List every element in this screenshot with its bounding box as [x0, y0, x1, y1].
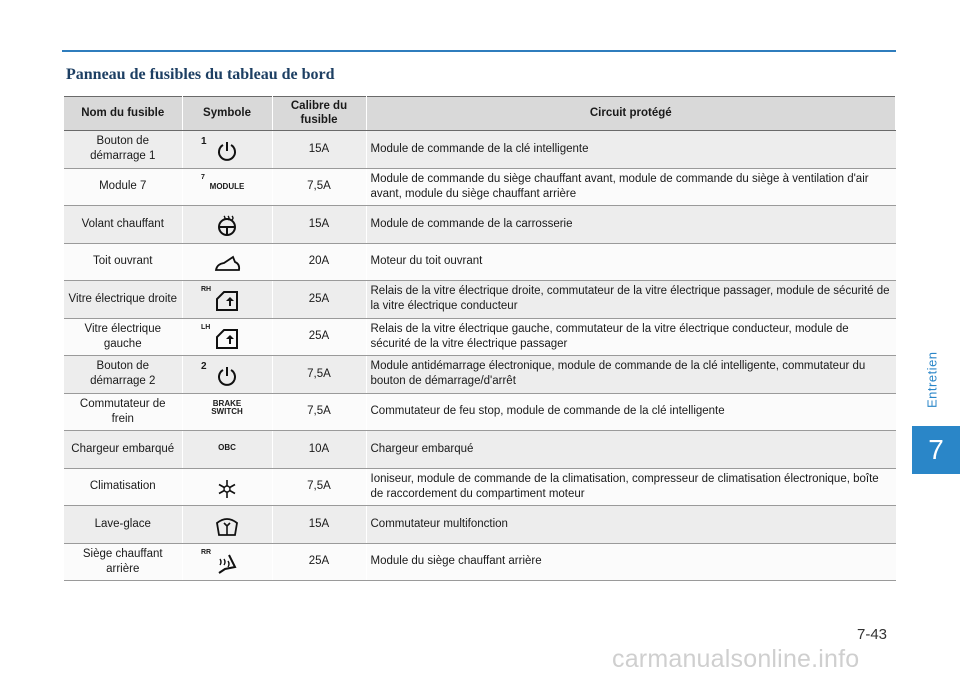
top-rule	[62, 50, 896, 52]
fuse-symbol	[182, 356, 272, 394]
fuse-name: Lave-glace	[64, 506, 182, 544]
symbol-tag: 7	[201, 173, 205, 181]
fuse-name: Toit ouvrant	[64, 243, 182, 281]
table-header-row	[64, 97, 896, 131]
obc-label	[201, 434, 253, 464]
fuse-symbol	[182, 281, 272, 319]
fuse-circuit: Relais de la vitre électrique droite, commutateur de la vitre électrique passager, module de sécurité de la vitre électrique conducteur	[366, 281, 896, 319]
fuse-symbol	[182, 431, 272, 469]
fuse-symbol	[182, 168, 272, 206]
power-window-icon	[201, 284, 253, 314]
air-conditioning-icon	[201, 472, 253, 502]
fuse-symbol	[182, 506, 272, 544]
fuse-name: Chargeur embarqué	[64, 431, 182, 469]
fuse-rating: 15A	[272, 206, 366, 244]
module-label	[201, 172, 253, 202]
fuse-rating: 25A	[272, 318, 366, 356]
header-rating: Calibre du fusible	[272, 97, 366, 131]
fuse-rating: 15A	[272, 506, 366, 544]
fuse-name: Volant chauffant	[64, 206, 182, 244]
header-fuse-name: Nom du fusible	[64, 97, 182, 131]
fuse-name: Bouton de démarrage 1	[64, 131, 182, 169]
symbol-tag: 2	[201, 361, 207, 373]
fuse-circuit: Module de commande de la carrosserie	[366, 206, 896, 244]
table-row	[64, 356, 896, 394]
symbol-tag: RR	[201, 548, 212, 556]
fuse-rating: 25A	[272, 281, 366, 319]
symbol-tag: LH	[201, 323, 211, 331]
table-row	[64, 318, 896, 356]
fuse-table	[64, 96, 896, 581]
fuse-circuit: Module antidémarrage électronique, module de commande de la clé intelligente, commutateur du bouton de démarrage/d'arrêt	[366, 356, 896, 394]
fuse-symbol	[182, 468, 272, 506]
fuse-circuit: Commutateur de feu stop, module de commande de la clé intelligente	[366, 393, 896, 431]
fuse-symbol	[182, 243, 272, 281]
fuse-rating: 7,5A	[272, 468, 366, 506]
fuse-circuit: Chargeur embarqué	[366, 431, 896, 469]
table-row	[64, 431, 896, 469]
fuse-symbol	[182, 131, 272, 169]
power-window-icon	[201, 322, 253, 352]
washer-icon	[201, 509, 253, 539]
fuse-circuit: Module de commande du siège chauffant avant, module de commande du siège à ventilation d'air avant, module du siège chauffant arrière	[366, 168, 896, 206]
symbol-text: MODULE	[209, 181, 245, 191]
table-row	[64, 468, 896, 506]
fuse-rating: 7,5A	[272, 393, 366, 431]
watermark: carmanualsonline.info	[612, 645, 860, 673]
fuse-name: Vitre électrique gauche	[64, 318, 182, 356]
table-row	[64, 168, 896, 206]
symbol-tag: 1	[201, 136, 207, 148]
fuse-symbol	[182, 318, 272, 356]
fuse-symbol	[182, 393, 272, 431]
fuse-name: Vitre électrique droite	[64, 281, 182, 319]
fuse-symbol	[182, 206, 272, 244]
fuse-rating: 15A	[272, 131, 366, 169]
fuse-rating: 7,5A	[272, 356, 366, 394]
table-row	[64, 206, 896, 244]
side-section-label: Entretien	[924, 351, 940, 409]
start-button-icon	[201, 134, 253, 164]
table-row	[64, 131, 896, 169]
fuse-name: Siège chauffant arrière	[64, 543, 182, 581]
fuse-name: Climatisation	[64, 468, 182, 506]
symbol-tag: RH	[201, 286, 212, 294]
table-row	[64, 506, 896, 544]
fuse-rating: 25A	[272, 543, 366, 581]
fuse-symbol	[182, 543, 272, 581]
fuse-circuit: Commutateur multifonction	[366, 506, 896, 544]
fuse-rating: 10A	[272, 431, 366, 469]
table-row	[64, 243, 896, 281]
heated-steering-wheel-icon	[201, 209, 253, 239]
sunroof-icon	[201, 247, 253, 277]
header-circuit: Circuit protégé	[366, 97, 896, 131]
header-symbol: Symbole	[182, 97, 272, 131]
chapter-tab: 7	[912, 426, 960, 474]
fuse-name: Module 7	[64, 168, 182, 206]
fuse-circuit: Relais de la vitre électrique gauche, commutateur de la vitre électrique conducteur, module de sécurité de la vitre électrique passager	[366, 318, 896, 356]
fuse-name: Commutateur de frein	[64, 393, 182, 431]
fuse-circuit: Ioniseur, module de commande de la climatisation, compresseur de climatisation électronique, boîte de raccordement du compartiment moteur	[366, 468, 896, 506]
fuse-circuit: Module du siège chauffant arrière	[366, 543, 896, 581]
brake-switch-label	[201, 397, 253, 427]
page-number: 7-43	[857, 626, 888, 643]
symbol-text: OBC	[218, 443, 236, 453]
table-row	[64, 543, 896, 581]
heated-seat-icon	[201, 547, 253, 577]
section-title: Panneau de fusibles du tableau de bord	[66, 66, 335, 83]
symbol-line-1: BRAKE	[212, 398, 242, 408]
fuse-rating: 20A	[272, 243, 366, 281]
fuse-circuit: Moteur du toit ouvrant	[366, 243, 896, 281]
fuse-circuit: Module de commande de la clé intelligente	[366, 131, 896, 169]
fuse-name: Bouton de démarrage 2	[64, 356, 182, 394]
symbol-line-2: SWITCH	[211, 407, 243, 417]
fuse-rating: 7,5A	[272, 168, 366, 206]
table-row	[64, 393, 896, 431]
start-button-icon	[201, 359, 253, 389]
table-row	[64, 281, 896, 319]
